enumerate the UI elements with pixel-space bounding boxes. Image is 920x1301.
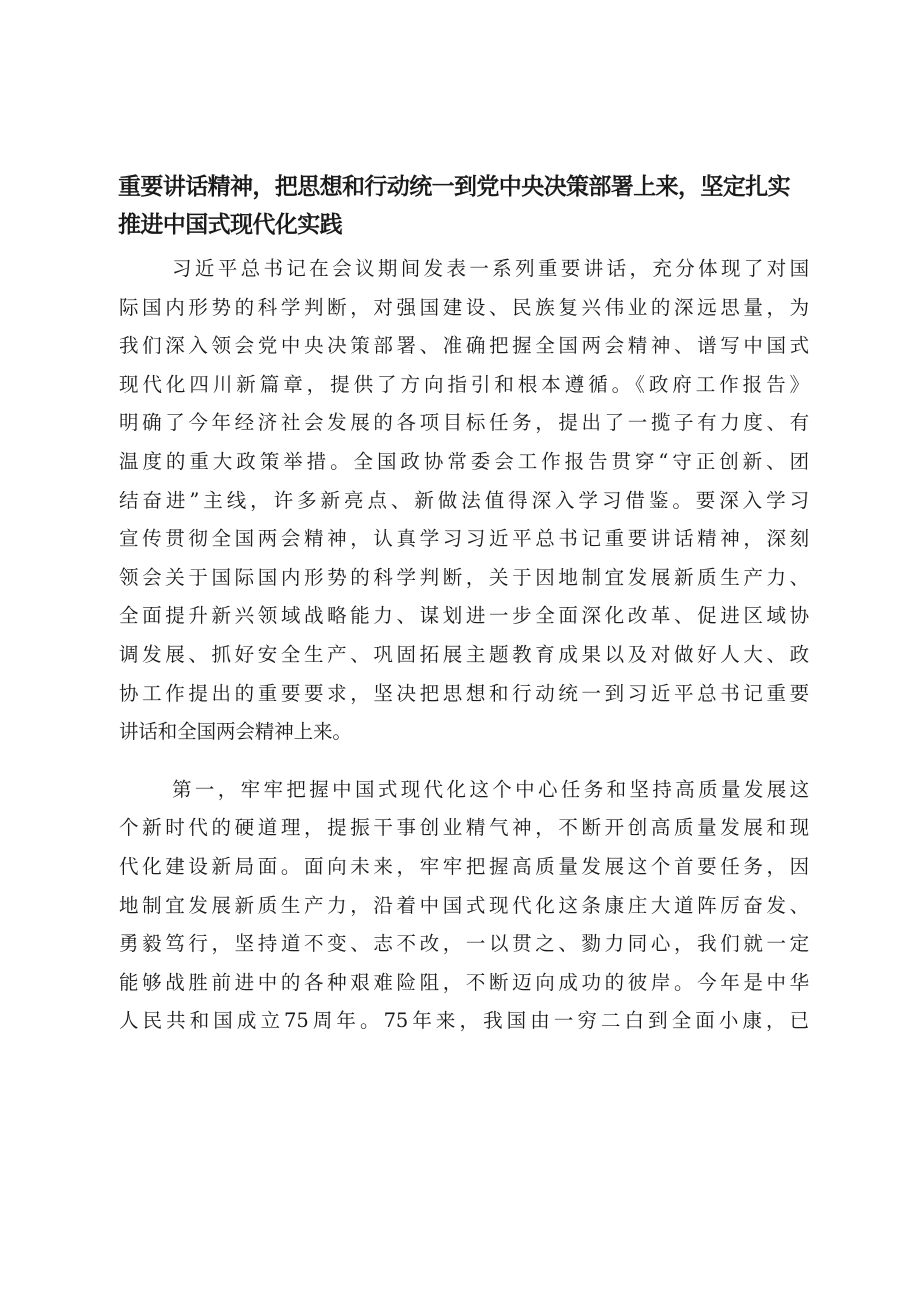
paragraph-line: 人民共和国成立75周年。75年来，我国由一穷二白到全面小康，已 — [119, 1009, 809, 1033]
section-heading — [118, 168, 838, 244]
paragraph-line: 协工作提出的重要要求，坚决把思想和行动统一到习近平总书记重要 — [119, 681, 809, 705]
heading-line: 重要讲话精神，把思想和行动统一到党中央决策部署上来，坚定扎实 — [118, 174, 791, 200]
paragraph-line: 全面提升新兴领域战略能力、谋划进一步全面深化改革、促进区域协 — [119, 604, 809, 628]
paragraph-line: 第一，牢牢把握中国式现代化这个中心任务和坚持高质量发展这 — [172, 777, 809, 801]
paragraph-line: 调发展、抓好安全生产、巩固拓展主题教育成果以及对做好人大、政 — [119, 642, 809, 666]
paragraph-line: 个新时代的硬道理，提振干事创业精气神，不断开创高质量发展和现 — [119, 816, 809, 840]
paragraph-line: 领会关于国际国内形势的科学判断，关于因地制宜发展新质生产力、 — [119, 565, 809, 589]
paragraph-line: 代化建设新局面。面向未来，牢牢把握高质量发展这个首要任务，因 — [119, 854, 809, 878]
body-text — [119, 250, 809, 1041]
paragraph-line: 习近平总书记在会议期间发表一系列重要讲话，充分体现了对国 — [172, 257, 809, 280]
paragraph-line: 勇毅笃行，坚持道不变、志不改，一以贯之、勠力同心，我们就一定 — [119, 932, 809, 956]
heading-line: 推进中国式现代化实践 — [118, 212, 343, 238]
paragraph-line: 结奋进”主线，许多新亮点、新做法值得深入学习借鉴。要深入学习 — [119, 488, 809, 512]
paragraph-line: 地制宜发展新质生产力，沿着中国式现代化这条康庄大道阵厉奋发、 — [119, 893, 809, 917]
paragraph-1 — [119, 250, 809, 752]
paragraph-line: 能够战胜前进中的各种艰难险阻，不断迈向成功的彼岸。今年是中华 — [119, 970, 809, 994]
paragraph-2 — [119, 771, 809, 1041]
paragraph-line: 讲话和全国两会精神上来。 — [119, 720, 352, 744]
paragraph-line: 际国内形势的科学判断，对强国建设、民族复兴伟业的深远思量，为 — [119, 295, 809, 319]
paragraph-line: 现代化四川新篇章，提供了方向指引和根本遵循。《政府工作报告》 — [119, 372, 809, 396]
paragraph-line: 我们深入领会党中央决策部署、准确把握全国两会精神、谱写中国式 — [119, 334, 809, 358]
paragraph-line: 明确了今年经济社会发展的各项目标任务，提出了一揽子有力度、有 — [119, 411, 809, 435]
paragraph-line: 宣传贯彻全国两会精神，认真学习习近平总书记重要讲话精神，深刻 — [119, 527, 809, 551]
paragraph-line: 温度的重大政策举措。全国政协常委会工作报告贯穿“守正创新、团 — [119, 449, 809, 473]
